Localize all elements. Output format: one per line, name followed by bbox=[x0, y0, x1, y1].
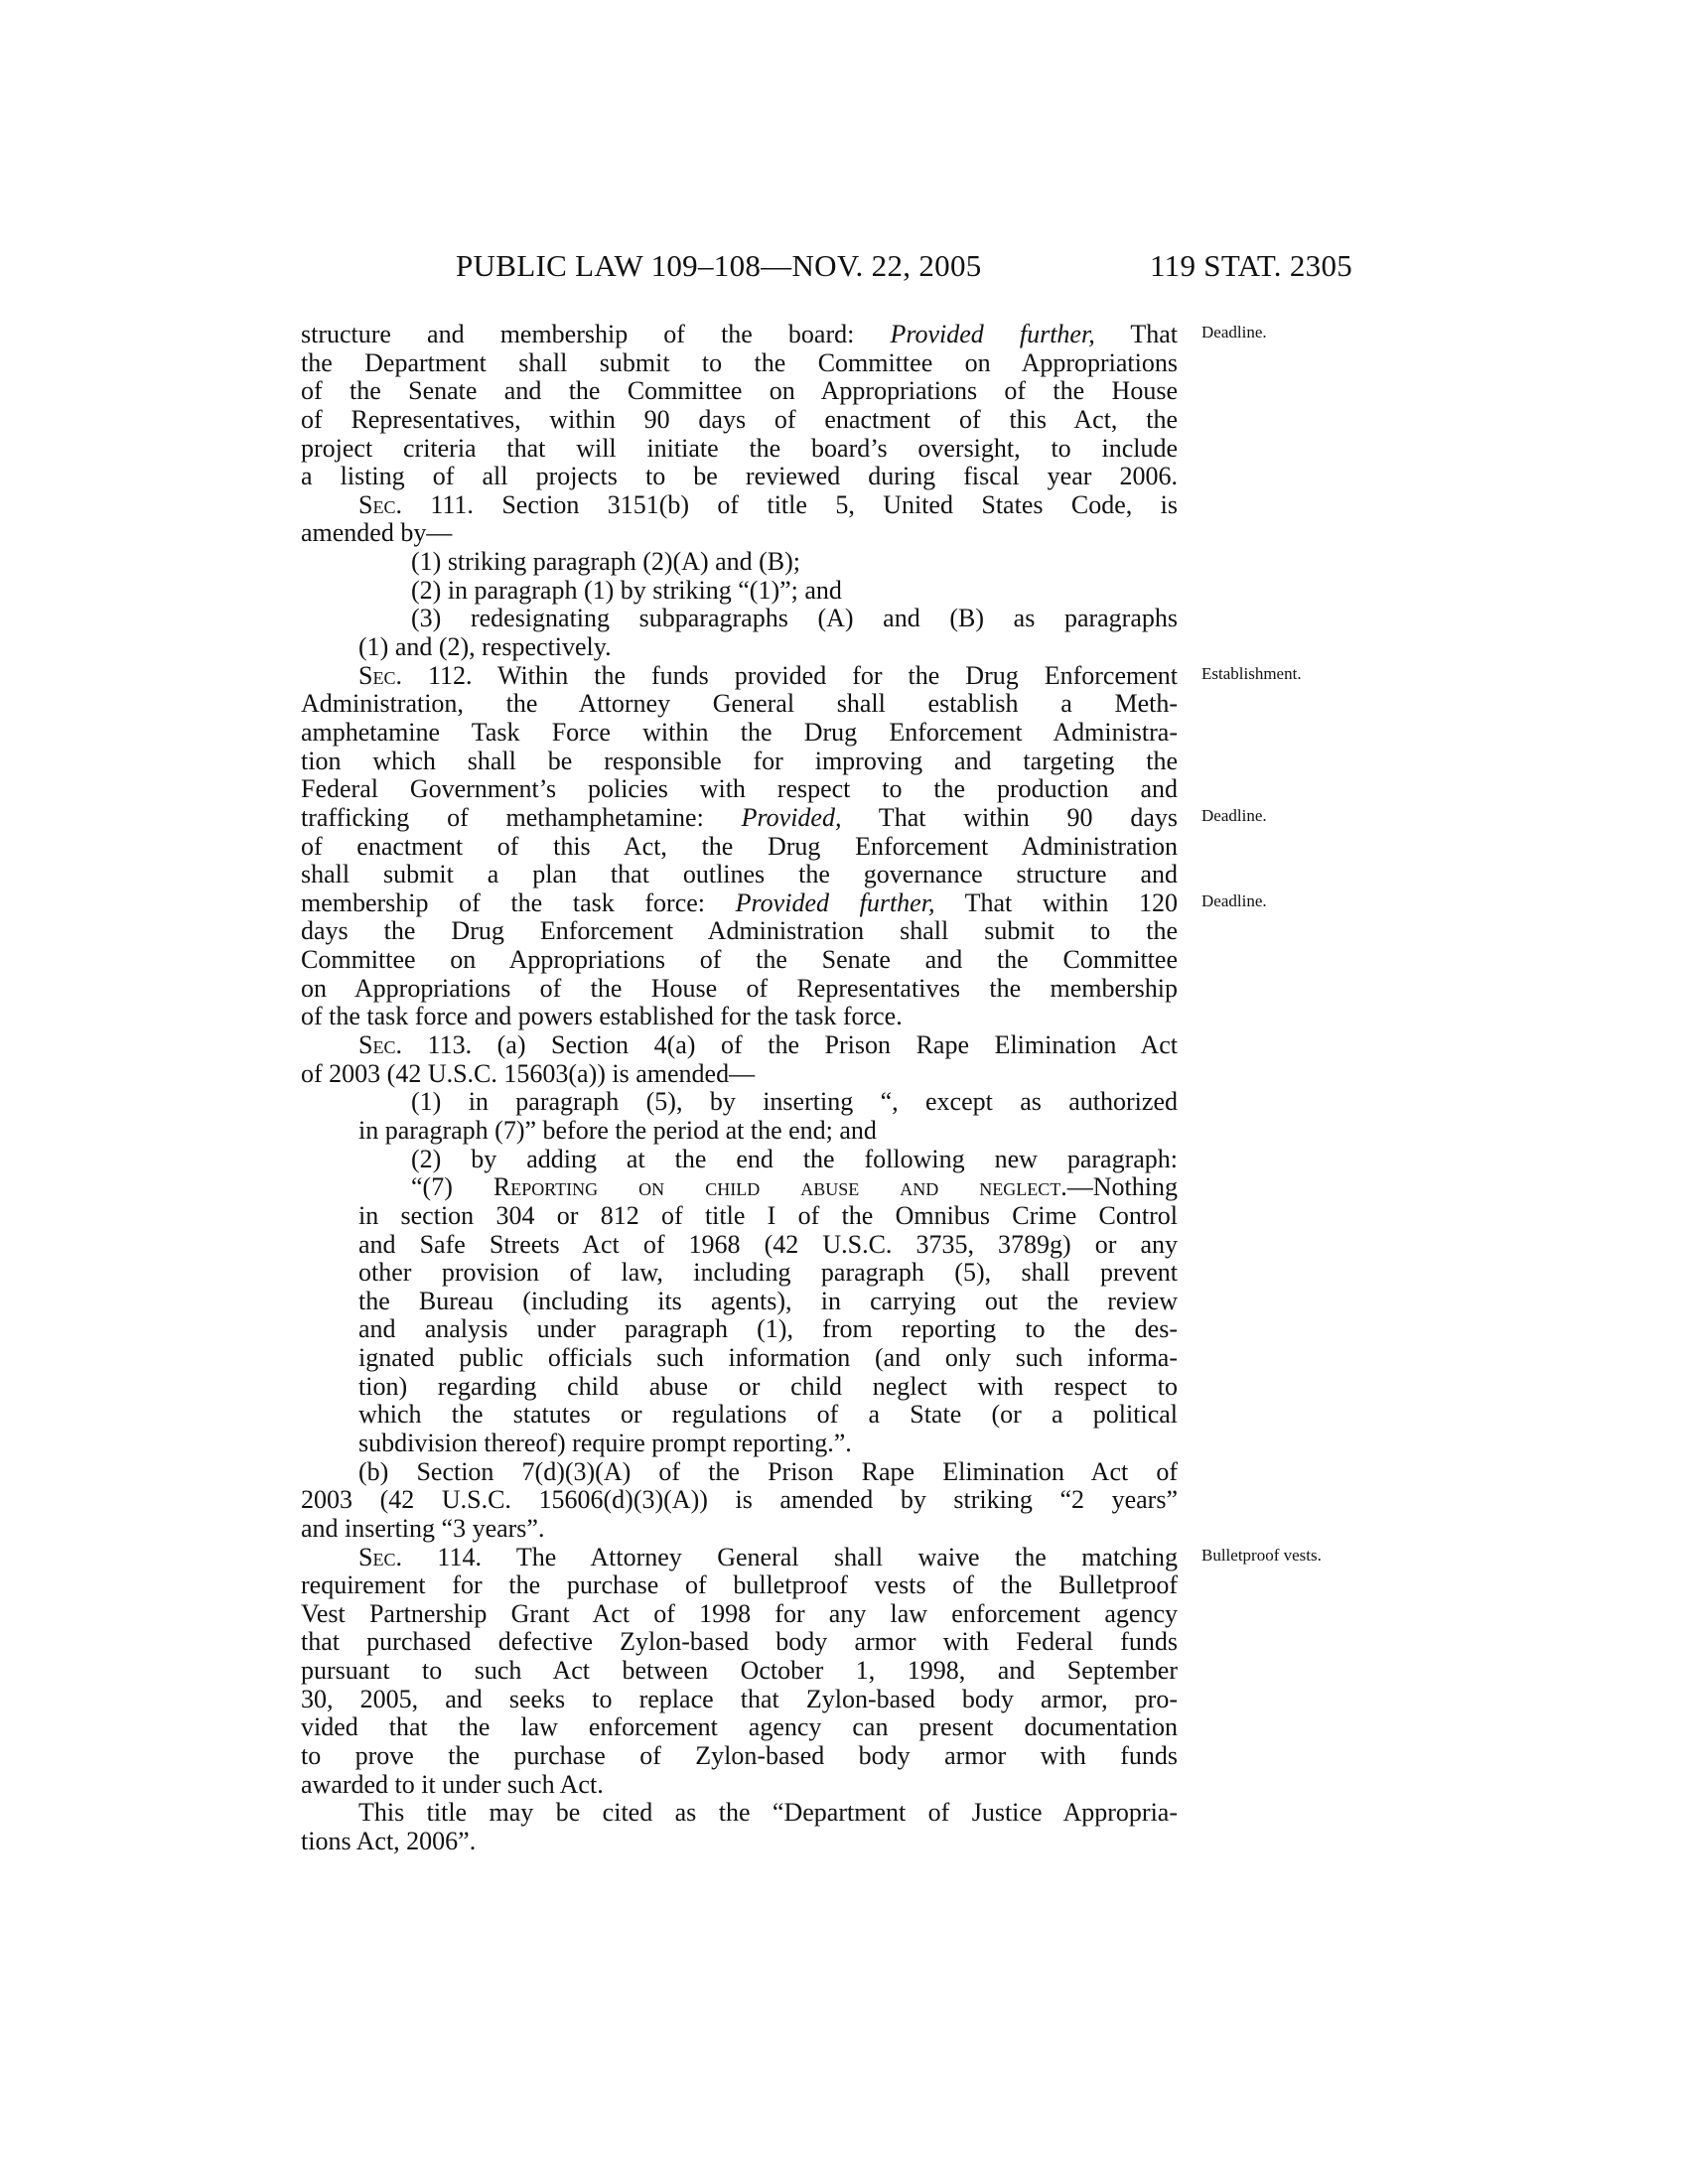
text-line: project criteria that will initiate the board’s oversight, to include bbox=[301, 433, 1178, 463]
text-line: tion) regarding child abuse or child neglect with respect to bbox=[358, 1371, 1178, 1401]
text-line: ignated public officials such information (and only such informa- bbox=[358, 1343, 1178, 1373]
text-line: (b) Section 7(d)(3)(A) of the Prison Rape Elimination Act of bbox=[358, 1456, 1178, 1486]
text-line: of the Senate and the Committee on Appropriations of the House bbox=[301, 376, 1178, 406]
text-line: subdivision thereof) require prompt reporting.”. bbox=[358, 1428, 852, 1457]
text-line: amphetamine Task Force within the Drug Enforcement Administra- bbox=[301, 717, 1178, 747]
list-item: (2) in paragraph (1) by striking “(1)”; and bbox=[411, 575, 842, 605]
margin-note-deadline: Deadline. bbox=[1201, 891, 1267, 910]
running-header-title: PUBLIC LAW 109–108—NOV. 22, 2005 bbox=[456, 248, 982, 283]
list-item: (2) by adding at the end the following new paragraph: bbox=[411, 1144, 1178, 1173]
text-line: trafficking of methamphetamine: Provided, That within 90 days bbox=[301, 802, 1178, 832]
body-text bbox=[301, 321, 1178, 1856]
text-line: of 2003 (42 U.S.C. 15603(a)) is amended— bbox=[301, 1058, 756, 1088]
text-line: and analysis under paragraph (1), from reporting to the des- bbox=[358, 1314, 1178, 1344]
text-line: in section 304 or 812 of title I of the Omnibus Crime Control bbox=[358, 1200, 1178, 1230]
section-label: Sec. bbox=[358, 1030, 402, 1060]
section-113-heading: Sec. 113. (a) Section 4(a) of the Prison Rape Elimination Act bbox=[358, 1030, 1178, 1060]
margin-note-deadline: Deadline. bbox=[1201, 323, 1267, 341]
section-114-heading: Sec. 114. The Attorney General shall waive the matching bbox=[358, 1542, 1178, 1571]
margin-note-establishment: Establishment. bbox=[1201, 664, 1302, 683]
text-line: Vest Partnership Grant Act of 1998 for any law enforcement agency bbox=[301, 1598, 1178, 1628]
text-line: pursuant to such Act between October 1, 1998, and September bbox=[301, 1656, 1178, 1686]
short-title-line: This title may be cited as the “Department of Justice Appropria- bbox=[358, 1798, 1178, 1828]
text-line: amended by— bbox=[301, 518, 453, 548]
text-line: 2003 (42 U.S.C. 15606(d)(3)(A)) is amended by striking “2 years” bbox=[301, 1485, 1178, 1515]
text-line: the Bureau (including its agents), in carrying out the review bbox=[358, 1286, 1178, 1315]
list-item: (3) redesignating subparagraphs (A) and (B) as paragraphs bbox=[411, 604, 1178, 633]
text-line: structure and membership of the board: Provided further, That bbox=[301, 320, 1178, 348]
text-line: Administration, the Attorney General shall establish a Meth- bbox=[301, 689, 1178, 719]
text-line: to prove the purchase of Zylon-based body armor with funds bbox=[301, 1741, 1178, 1771]
text-line: on Appropriations of the House of Representatives the membership bbox=[301, 973, 1178, 1003]
text-line: requirement for the purchase of bulletproof vests of the Bulletproof bbox=[301, 1570, 1178, 1600]
section-label: Sec. bbox=[358, 489, 402, 519]
section-112-heading: Sec. 112. Within the funds provided for the Drug Enforcement bbox=[358, 660, 1178, 690]
text-line: in paragraph (7)” before the period at the end; and bbox=[358, 1115, 877, 1145]
text-line: Federal Government’s policies with respect to the production and bbox=[301, 774, 1178, 804]
text-line: a listing of all projects to be reviewed during fiscal year 2006. bbox=[301, 462, 1178, 491]
text-line: of Representatives, within 90 days of enactment of this Act, the bbox=[301, 404, 1178, 434]
running-header-stat-page: 119 STAT. 2305 bbox=[1150, 248, 1353, 283]
text-line: and inserting “3 years”. bbox=[301, 1513, 545, 1543]
list-item: (1) in paragraph (5), by inserting “, except as authorized bbox=[411, 1087, 1178, 1117]
text-line: tion which shall be responsible for improving and targeting the bbox=[301, 746, 1178, 775]
text-line: Committee on Appropriations of the Senate and the Committee bbox=[301, 945, 1178, 975]
text-line: days the Drug Enforcement Administration shall submit to the bbox=[301, 916, 1178, 946]
text-line: of enactment of this Act, the Drug Enforcement Administration bbox=[301, 831, 1178, 861]
quoted-paragraph-heading: “(7) Reporting on child abuse and neglect.—Nothing bbox=[411, 1172, 1178, 1202]
section-label: Sec. bbox=[358, 660, 402, 690]
text-line: that purchased defective Zylon-based body armor with Federal funds bbox=[301, 1627, 1178, 1657]
text-line: shall submit a plan that outlines the governance structure and bbox=[301, 860, 1178, 889]
text-line: 30, 2005, and seeks to replace that Zylon-based body armor, pro- bbox=[301, 1684, 1178, 1713]
text-line: of the task force and powers established for the task force. bbox=[301, 1002, 903, 1031]
text-line: vided that the law enforcement agency can present documentation bbox=[301, 1712, 1178, 1742]
section-label: Sec. bbox=[358, 1542, 402, 1571]
text-line: membership of the task force: Provided further, That within 120 bbox=[301, 887, 1179, 917]
section-111-heading: Sec. 111. Section 3151(b) of title 5, United States Code, is bbox=[358, 489, 1178, 519]
text-line: the Department shall submit to the Committee on Appropriations bbox=[301, 347, 1178, 377]
list-item: (1) striking paragraph (2)(A) and (B); bbox=[411, 547, 801, 577]
text-line: (1) and (2), respectively. bbox=[358, 632, 612, 662]
text-line: and Safe Streets Act of 1968 (42 U.S.C. 3735, 3789g) or any bbox=[358, 1229, 1178, 1259]
text-line: which the statutes or regulations of a State (or a political bbox=[358, 1400, 1178, 1430]
margin-note-bulletproof-vests: Bulletproof vests. bbox=[1201, 1546, 1322, 1565]
text-line: tions Act, 2006”. bbox=[301, 1826, 477, 1855]
text-line: awarded to it under such Act. bbox=[301, 1769, 604, 1799]
margin-note-deadline: Deadline. bbox=[1201, 806, 1267, 825]
text-line: other provision of law, including paragraph (5), shall prevent bbox=[358, 1258, 1178, 1288]
